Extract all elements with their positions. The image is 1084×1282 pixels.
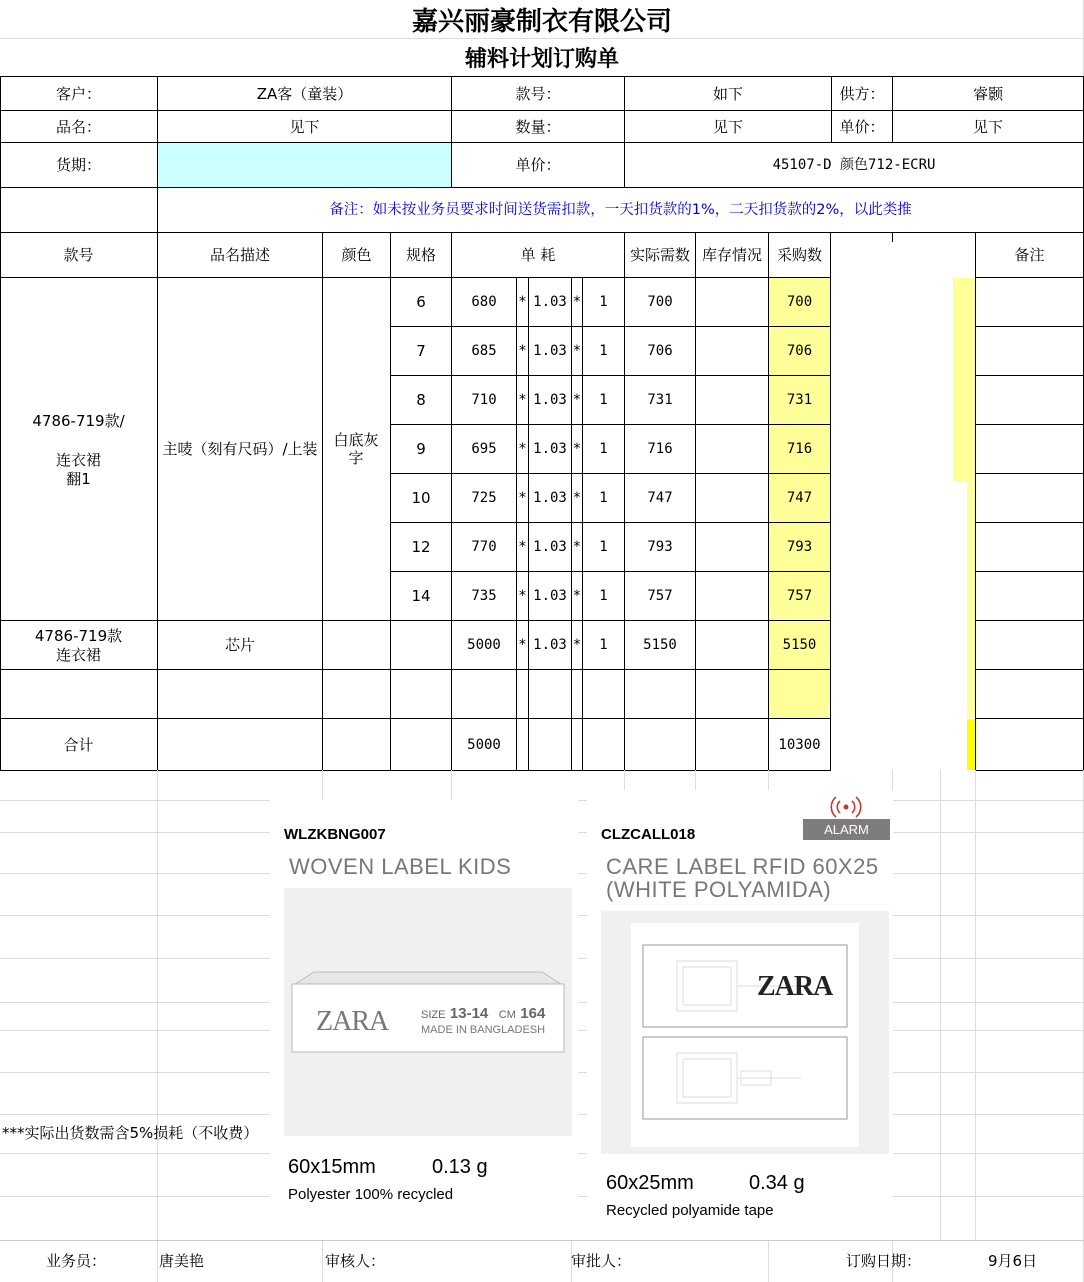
group2-factor[interactable]: 1.03	[533, 637, 567, 653]
row-size[interactable]: 6	[416, 293, 426, 311]
row-factor[interactable]: 1.03	[533, 588, 567, 604]
row-size[interactable]: 14	[411, 587, 431, 605]
woven-label-code: WLZKBNG007	[284, 826, 386, 843]
made-in-text: MADE IN BANGLADESH	[421, 1024, 546, 1036]
row-actual[interactable]: 706	[647, 343, 673, 359]
woven-label-image	[284, 888, 572, 1136]
unit-price-value[interactable]: 45107-D 颜色712-ECRU	[772, 157, 936, 173]
row-purchase[interactable]: 700	[786, 294, 813, 310]
price-value[interactable]: 见下	[972, 117, 1003, 136]
remark-text: 备注：如未按业务员要求时间送货需扣款，一天扣货款的1%，二天扣货款的2%，以此类推	[329, 202, 912, 218]
row-purchase[interactable]: 731	[786, 392, 813, 408]
row-qty[interactable]: 725	[471, 490, 497, 506]
row-qty[interactable]: 735	[471, 588, 497, 604]
col-description: 品名描述	[209, 246, 270, 264]
customer-value[interactable]: ZA客（童装）	[256, 84, 353, 103]
row-mult[interactable]: 1	[599, 490, 608, 506]
group2-description: 芯片	[224, 636, 255, 654]
loss-footnote: ***实际出货数需含5%损耗（不收费）	[2, 1124, 259, 1142]
row-purchase[interactable]: 793	[786, 539, 813, 555]
total-label: 合计	[63, 735, 94, 754]
company-name: 嘉兴丽豪制衣有限公司	[411, 7, 672, 37]
total-highlight-strip	[967, 719, 975, 770]
row-purchase[interactable]: 747	[786, 490, 813, 506]
delivery-cell[interactable]	[158, 142, 451, 187]
style-label: 款号：	[515, 84, 561, 103]
row-factor[interactable]: 1.03	[533, 343, 567, 359]
multiply-sign: *	[572, 294, 582, 310]
col-consumption: 单 耗	[520, 246, 556, 264]
col-stock: 库存情况	[701, 246, 762, 264]
multiply-sign: *	[518, 588, 527, 604]
price-label: 单价：	[839, 117, 885, 136]
multiply-sign: *	[518, 637, 527, 653]
row-qty[interactable]: 680	[471, 294, 497, 310]
row-actual[interactable]: 757	[647, 588, 673, 604]
multiply-sign: *	[518, 539, 527, 555]
product-label: 品名：	[55, 117, 101, 136]
woven-label-title: WOVEN LABEL KIDS	[289, 854, 512, 879]
care-brand-logo: ZARA	[757, 971, 833, 1002]
document-title: 辅料计划订购单	[464, 47, 619, 72]
row-actual[interactable]: 700	[647, 294, 673, 310]
group2-purchase[interactable]: 5150	[782, 637, 817, 653]
multiply-sign: *	[518, 441, 527, 457]
woven-brand-logo: ZARA	[316, 1006, 389, 1037]
row-size[interactable]: 12	[411, 538, 431, 556]
style-value[interactable]: 如下	[712, 84, 743, 103]
cm-prefix: CM	[498, 1009, 516, 1021]
row-qty[interactable]: 770	[471, 539, 497, 555]
row-size[interactable]: 8	[416, 391, 426, 409]
quantity-value[interactable]: 见下	[712, 117, 743, 136]
col-actual: 实际需数	[629, 246, 690, 264]
salesman-label: 业务员：	[46, 1252, 107, 1270]
multiply-sign: *	[572, 588, 582, 604]
row-size[interactable]: 10	[411, 489, 431, 507]
multiply-sign: *	[572, 539, 582, 555]
multiply-sign: *	[518, 490, 527, 506]
size-value: 13-14	[449, 1005, 489, 1022]
multiply-sign: *	[572, 441, 582, 457]
row-actual[interactable]: 747	[647, 490, 673, 506]
col-size: 规格	[405, 246, 436, 264]
alarm-badge	[803, 792, 890, 840]
col-color: 颜色	[341, 246, 372, 264]
woven-material: Polyester 100% recycled	[288, 1186, 454, 1203]
multiply-sign: *	[518, 343, 527, 359]
total-qty: 5000	[467, 736, 501, 753]
multiply-sign: *	[518, 294, 527, 310]
alarm-label: ALARM	[803, 819, 890, 840]
group1-style-no	[0, 278, 157, 620]
row-qty[interactable]: 695	[471, 441, 497, 457]
unit-price-label: 单价：	[515, 156, 561, 174]
row-mult[interactable]: 1	[599, 539, 608, 555]
row-mult[interactable]: 1	[599, 294, 608, 310]
group2-qty[interactable]: 5000	[467, 637, 501, 653]
row-qty[interactable]: 685	[471, 343, 497, 359]
group2-style-no	[0, 621, 157, 669]
row-mult[interactable]: 1	[599, 343, 608, 359]
col-style-no: 款号	[63, 246, 94, 264]
row-actual[interactable]: 716	[647, 441, 673, 457]
care-label-title-line1: CARE LABEL RFID 60X25	[606, 854, 879, 879]
group2-actual[interactable]: 5150	[643, 637, 677, 653]
col-note: 备注	[1014, 246, 1045, 264]
row-size[interactable]: 7	[416, 342, 426, 360]
style-no-line: 4786-719款	[34, 627, 123, 645]
row-factor[interactable]: 1.03	[533, 392, 567, 408]
delivery-label: 货期：	[55, 156, 101, 174]
row-factor[interactable]: 1.03	[533, 490, 567, 506]
multiply-sign: *	[572, 343, 582, 359]
row-purchase[interactable]: 706	[786, 343, 813, 359]
approver-label: 审批人：	[571, 1252, 632, 1270]
style-no-line: 连衣裙	[55, 646, 101, 664]
quantity-label: 数量：	[515, 117, 561, 136]
row-mult[interactable]: 1	[599, 392, 608, 408]
group1-color: 白底灰字	[333, 431, 379, 467]
total-purchase: 10300	[778, 736, 821, 753]
row-factor[interactable]: 1.03	[533, 294, 567, 310]
multiply-sign: *	[518, 392, 527, 408]
col-purchase: 采购数	[776, 246, 822, 264]
row-mult[interactable]: 1	[599, 588, 608, 604]
woven-label-card	[270, 800, 578, 1240]
style-no-line: 4786-719款/	[32, 412, 125, 430]
woven-weight: 0.13 g	[432, 1156, 488, 1178]
care-weight: 0.34 g	[749, 1172, 805, 1194]
order-date-value[interactable]: 9月6日	[988, 1252, 1038, 1270]
size-prefix: SIZE	[421, 1009, 446, 1021]
row-purchase[interactable]: 716	[786, 441, 813, 457]
row-purchase[interactable]: 757	[786, 588, 813, 604]
multiply-sign: *	[572, 637, 582, 653]
group2-mult[interactable]: 1	[599, 637, 608, 653]
salesman-value[interactable]: 唐美艳	[159, 1252, 205, 1270]
multiply-sign: *	[572, 392, 582, 408]
care-label-card	[587, 790, 893, 1240]
supplier-label: 供方：	[839, 84, 885, 103]
style-no-line: 连衣裙	[55, 451, 101, 469]
row-mult[interactable]: 1	[599, 441, 608, 457]
row-factor[interactable]: 1.03	[533, 539, 567, 555]
care-label-code: CLZCALL018	[601, 826, 696, 843]
group1-description: 主唛（刻有尺码）/上装	[162, 440, 318, 458]
row-qty[interactable]: 710	[471, 392, 497, 408]
woven-dimensions: 60x15mm	[288, 1156, 376, 1178]
row-actual[interactable]: 731	[647, 392, 673, 408]
note-highlight-strip	[967, 481, 975, 718]
reviewer-label: 审核人：	[325, 1252, 386, 1270]
row-size[interactable]: 9	[416, 440, 426, 458]
order-date-label: 订购日期：	[846, 1252, 922, 1270]
note-highlight	[953, 278, 975, 481]
style-no-line: 翻1	[66, 470, 91, 488]
customer-label: 客户：	[55, 84, 101, 103]
multiply-sign: *	[572, 490, 582, 506]
product-value[interactable]: 见下	[289, 117, 320, 136]
care-label-title-line2: (WHITE POLYAMIDA)	[606, 877, 832, 902]
care-material: Recycled polyamide tape	[606, 1202, 774, 1219]
supplier-value[interactable]: 睿颢	[972, 84, 1003, 103]
row-actual[interactable]: 793	[647, 539, 673, 555]
row-factor[interactable]: 1.03	[533, 441, 567, 457]
cm-value: 164	[520, 1005, 546, 1022]
care-label-image	[601, 911, 889, 1154]
care-dimensions: 60x25mm	[606, 1172, 694, 1194]
